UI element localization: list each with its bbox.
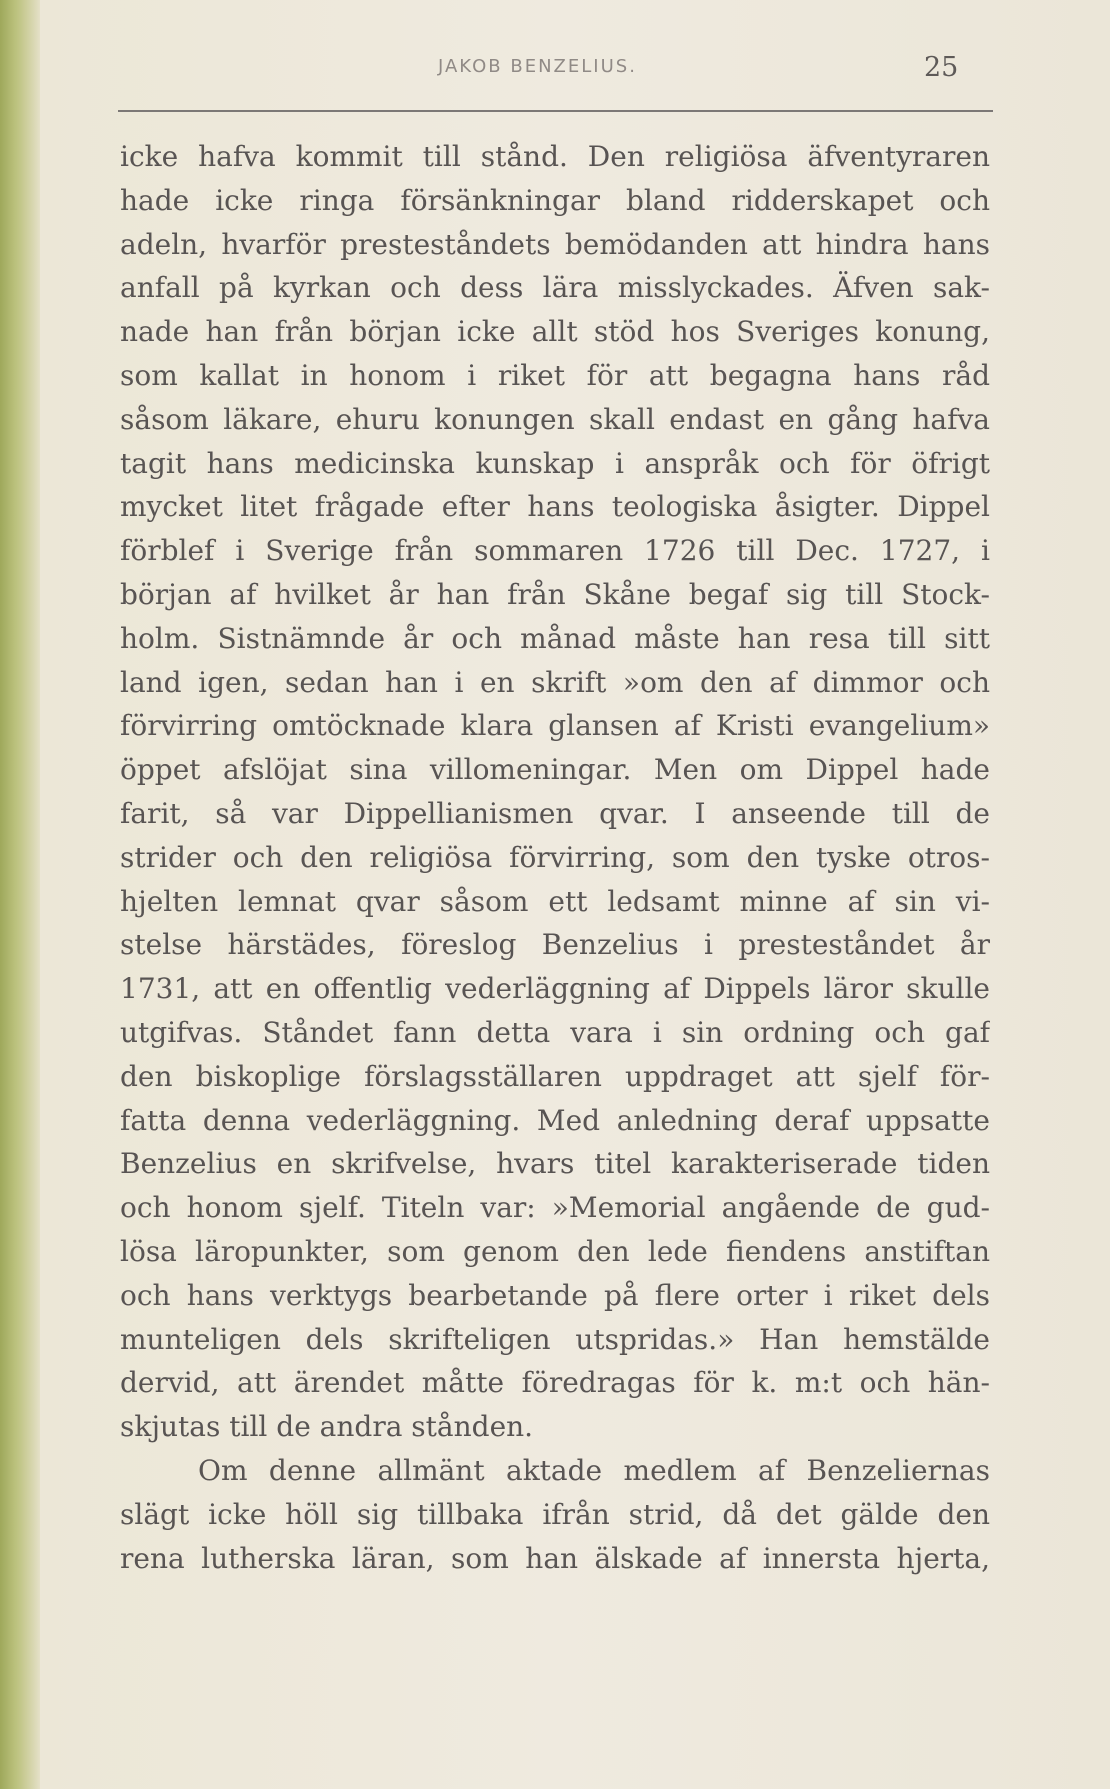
text-line: dervid, att ärendet måtte föredragas för k. m:t och hän- xyxy=(120,1366,990,1400)
text-line: lösa läropunkter, som genom den lede fiendens anstiftan xyxy=(120,1234,990,1268)
text-line: och honom sjelf. Titeln var: »Memorial angående de gud- xyxy=(120,1191,990,1225)
header-rule xyxy=(118,110,993,112)
text-line: förblef i Sverige från sommaren 1726 till Dec. 1727, i xyxy=(120,534,990,568)
text-line: rena lutherska läran, som han älskade af innersta hjerta, xyxy=(120,1541,990,1575)
running-head xyxy=(0,52,1110,96)
text-line: farit, så var Dippellianismen qvar. I anseende till de xyxy=(120,796,990,830)
text-line: nade han från början icke allt stöd hos Sveriges konung, xyxy=(120,315,990,349)
text-line: adeln, hvarför presteståndets bemödanden att hindra hans xyxy=(120,227,990,261)
text-line: skjutas till de andra stånden. xyxy=(120,1410,534,1444)
text-line: hjelten lemnat qvar såsom ett ledsamt minne af sin vi- xyxy=(120,884,990,918)
text-line: hade icke ringa försänkningar bland ridderskapet och xyxy=(120,183,990,217)
text-line: fatta denna vederläggning. Med anledning deraf uppsatte xyxy=(120,1103,990,1137)
body-text xyxy=(120,135,990,1580)
text-line: öppet afslöjat sina villomeningar. Men om Dippel hade xyxy=(120,753,990,787)
text-line: icke hafva kommit till stånd. Den religiösa äfventyraren xyxy=(120,140,990,173)
text-line: och hans verktygs bearbetande på flere orter i riket dels xyxy=(120,1278,990,1312)
text-line: land igen, sedan han i en skrift »om den af dimmor och xyxy=(120,665,990,699)
text-line: tagit hans medicinska kunskap i anspråk och för öfrigt xyxy=(120,446,990,480)
running-title: JAKOB BENZELIUS. xyxy=(438,56,637,77)
text-line: munteligen dels skrifteligen utspridas.» Han hemstälde xyxy=(120,1322,990,1356)
book-spine xyxy=(0,0,40,1789)
text-line: Benzelius en skrifvelse, hvars titel karakteriserade tiden xyxy=(120,1147,990,1181)
text-line: strider och den religiösa förvirring, som den tyske otros- xyxy=(120,840,990,874)
text-line: Om denne allmänt aktade medlem af Benzeliernas xyxy=(198,1453,990,1487)
text-line: den biskoplige förslagsställaren uppdraget att sjelf för- xyxy=(120,1059,990,1093)
text-line: 1731, att en offentlig vederläggning af Dippels läror skulle xyxy=(120,972,990,1006)
text-line: förvirring omtöcknade klara glansen af Kristi evangelium» xyxy=(120,709,990,743)
text-line: mycket litet frågade efter hans teologiska åsigter. Dippel xyxy=(120,490,990,524)
text-line: början af hvilket år han från Skåne begaf sig till Stock- xyxy=(120,577,990,611)
text-line: slägt icke höll sig tillbaka ifrån strid, då det gälde den xyxy=(120,1497,990,1531)
page-number: 25 xyxy=(924,52,959,83)
text-line: utgifvas. Ståndet fann detta vara i sin ordning och gaf xyxy=(120,1015,990,1049)
text-line: stelse härstädes, föreslog Benzelius i presteståndet år xyxy=(120,928,990,962)
text-line: anfall på kyrkan och dess lära misslyckades. Äfven sak- xyxy=(120,271,990,305)
text-line: som kallat in honom i riket för att begagna hans råd xyxy=(120,358,990,392)
text-line: holm. Sistnämnde år och månad måste han resa till sitt xyxy=(120,621,990,655)
text-line: såsom läkare, ehuru konungen skall endast en gång hafva xyxy=(120,402,990,436)
